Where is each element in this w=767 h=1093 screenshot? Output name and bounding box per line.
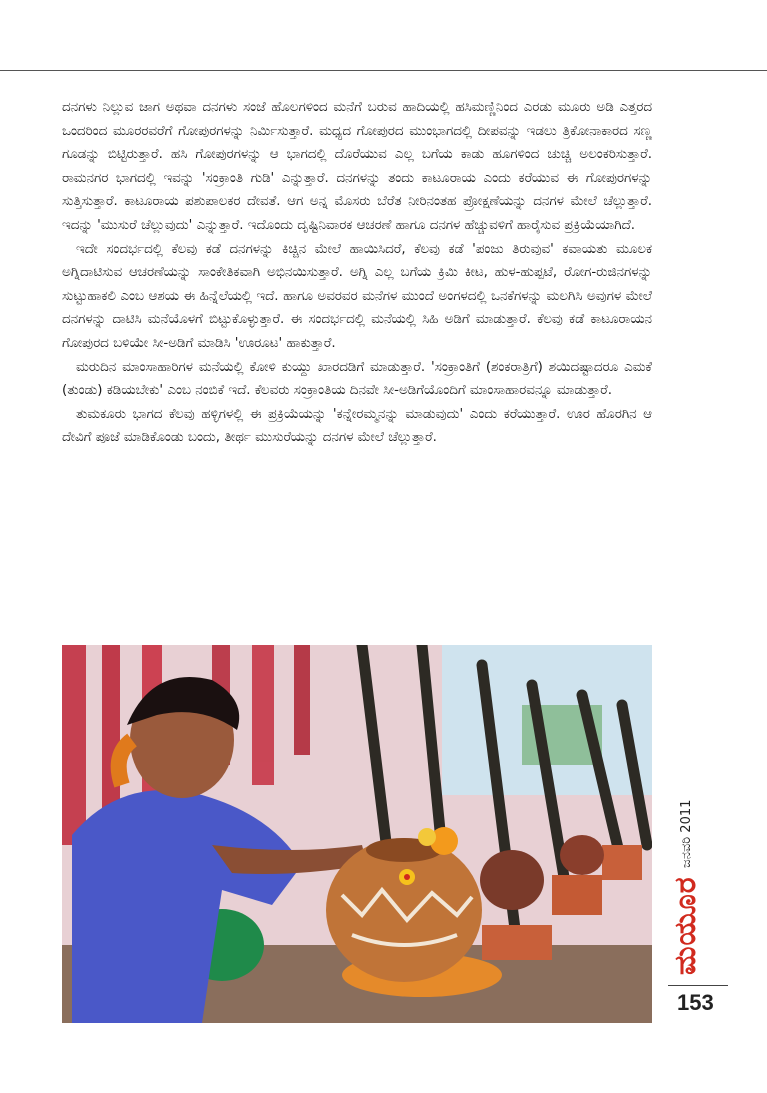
issue-date-label: ಜನವರಿ 2011 — [679, 799, 694, 868]
festival-photo — [62, 645, 652, 1023]
page-number-rule — [668, 985, 728, 986]
page-number: 153 — [677, 990, 714, 1015]
magazine-name-label: ಮಯೂರ — [668, 876, 703, 975]
article-body — [62, 96, 652, 450]
header-rule — [0, 70, 767, 71]
paragraph-3: ಮರುದಿನ ಮಾಂಸಾಹಾರಿಗಳ ಮನೆಯಲ್ಲಿ ಕೋಳಿ ಕುಯ್ದು ಖಾರದಡಿಗೆ ಮಾಡುತ್ತಾರೆ. 'ಸಂಕ್ರಾಂತಿಗೆ (ಶಂಕರಾತ್ರಿಗೆ) ಶಯಿದಷ್ಟಾದರೂ ಎಮಕೆ (ತುಂಡು) ಕಡಿಯಬೇಕು' ಎಂಬ ನಂಬಿಕೆ ಇದೆ. ಕೆಲವರು ಸಂಕ್ರಾಂತಿಯ ದಿನವೇ ಸೀ-ಅಡಿಗೆಯೊಂದಿಗೆ ಮಾಂಸಾಹಾರವನ್ನೂ ಮಾಡುತ್ತಾರೆ. — [62, 359, 652, 399]
paragraph-4: ತುಮಕೂರು ಭಾಗದ ಕೆಲವು ಹಳ್ಳಿಗಳಲ್ಲಿ ಈ ಪ್ರಕ್ರಿಯೆಯನ್ನು 'ಕನ್ನೇರಮ್ಮನನ್ನು ಮಾಡುವುದು' ಎಂದು ಕರೆಯುತ್ತಾರೆ. ಊರ ಹೊರಗಿನ ಆ ದೇವಿಗೆ ಪೂಜೆ ಮಾಡಿಕೊಂಡು ಬಂದು, ತೀರ್ಥ ಮುಸುರೆಯನ್ನು ದನಗಳ ಮೇಲೆ ಚೆಲ್ಲುತ್ತಾರೆ. — [62, 406, 652, 446]
paragraph-2: ಇದೇ ಸಂದರ್ಭದಲ್ಲಿ ಕೆಲವು ಕಡೆ ದನಗಳನ್ನು ಕಿಚ್ಚಿನ ಮೇಲೆ ಹಾಯಿಸಿದರೆ, ಕೆಲವು ಕಡೆ 'ಪಂಜು ತಿರುವುವ' ಕವಾಯತು ಮೂಲಕ ಅಗ್ನಿದಾಟಿಸುವ ಆಚರಣೆಯನ್ನು ಸಾಂಕೇತಿಕವಾಗಿ ಅಭಿನಯಿಸುತ್ತಾರೆ. ಅಗ್ನಿ ಎಲ್ಲ ಬಗೆಯ ಕ್ರಿಮಿ ಕೀಟ, ಹುಳ-ಹುಪ್ಪಟೆ, ರೋಗ-ರುಜಿನಗಳನ್ನು ಸುಟ್ಟುಹಾಕಲಿ ಎಂಬ ಆಶಯ ಈ ಹಿನ್ನೆಲೆಯಲ್ಲಿ ಇದೆ. ಹಾಗೂ ಅವರವರ ಮನೆಗಳ ಮುಂದೆ ಅಂಗಳದಲ್ಲಿ ಒನಕೆಗಳನ್ನು ಮಲಗಿಸಿ ಅವುಗಳ ಮೇಲೆ ದನಗಳನ್ನು ದಾಟಿಸಿ ಮನೆಯೊಳಗೆ ಬಿಟ್ಟುಕೊಳ್ಳುತ್ತಾರೆ. ಈ ಸಂದರ್ಭದಲ್ಲಿ ಮನೆಯಲ್ಲಿ ಸಿಹಿ ಅಡಿಗೆ ಮಾಡುತ್ತಾರೆ. ಕೆಲವು ಕಡೆ ಕಾಟೂರಾಯನ ಗೋಪುರದ ಬಳಿಯೇ ಸೀ-ಅಡಿಗೆ ಮಾಡಿಸಿ 'ಊರೂಟ' ಹಾಕುತ್ತಾರೆ. — [62, 241, 652, 351]
paragraph-1: ದನಗಳು ನಿಲ್ಲುವ ಜಾಗ ಅಥವಾ ದನಗಳು ಸಂಜೆ ಹೊಲಗಳಿಂದ ಮನೆಗೆ ಬರುವ ಹಾದಿಯಲ್ಲಿ ಹಸಿಮಣ್ಣಿನಿಂದ ಎರಡು ಮೂರು ಅಡಿ ಎತ್ತರದ ಒಂದರಿಂದ ಮೂರರವರೆಗೆ ಗೋಪುರಗಳನ್ನು ನಿರ್ಮಿಸುತ್ತಾರೆ. ಮಧ್ಯದ ಗೋಪುರದ ಮುಂಭಾಗದಲ್ಲಿ ದೀಪವನ್ನು ಇಡಲು ತ್ರಿಕೋನಾಕಾರದ ಸಣ್ಣ ಗೂಡನ್ನು ಬಿಟ್ಟಿರುತ್ತಾರೆ. ಹಸಿ ಗೋಪುರಗಳನ್ನು ಆ ಭಾಗದಲ್ಲಿ ದೊರೆಯುವ ಎಲ್ಲ ಬಗೆಯ ಕಾಡು ಹೂಗಳಿಂದ ಚುಚ್ಚಿ ಅಲಂಕರಿಸುತ್ತಾರೆ. ರಾಮನಗರ ಭಾಗದಲ್ಲಿ ಇವನ್ನು 'ಸಂಕ್ರಾಂತಿ ಗುಡಿ' ಎನ್ನುತ್ತಾರೆ. ದನಗಳನ್ನು ತಂದು ಕಾಟೂರಾಯ ಎಂದು ಕರೆಯುವ ಈ ಗೋಪುರಗಳನ್ನು ಸುತ್ತಿಸುತ್ತಾರೆ. ಕಾಟೂರಾಯ ಪಶುಪಾಲಕರ ದೇವತೆ. ಆಗ ಅನ್ನ ಮೊಸರು ಬೆರೆತ ನೀರಿನಂತಹ ಪ್ರೋಕ್ಷಣೆಯನ್ನು ದನಗಳ ಮೇಲೆ ಚೆಲ್ಲುತ್ತಾರೆ. ಇದನ್ನು 'ಮುಸುರೆ ಚೆಲ್ಲುವುದು' ಎನ್ನುತ್ತಾರೆ. ಇದೊಂದು ದೃಷ್ಟಿನಿವಾರಕ ಆಚರಣೆ ಹಾಗೂ ದನಗಳ ಹೆಚ್ಚುವಳಿಗೆ ಹಾರೈಸುವ ಪ್ರಕ್ರಿಯೆಯಾಗಿದೆ. — [62, 100, 652, 233]
